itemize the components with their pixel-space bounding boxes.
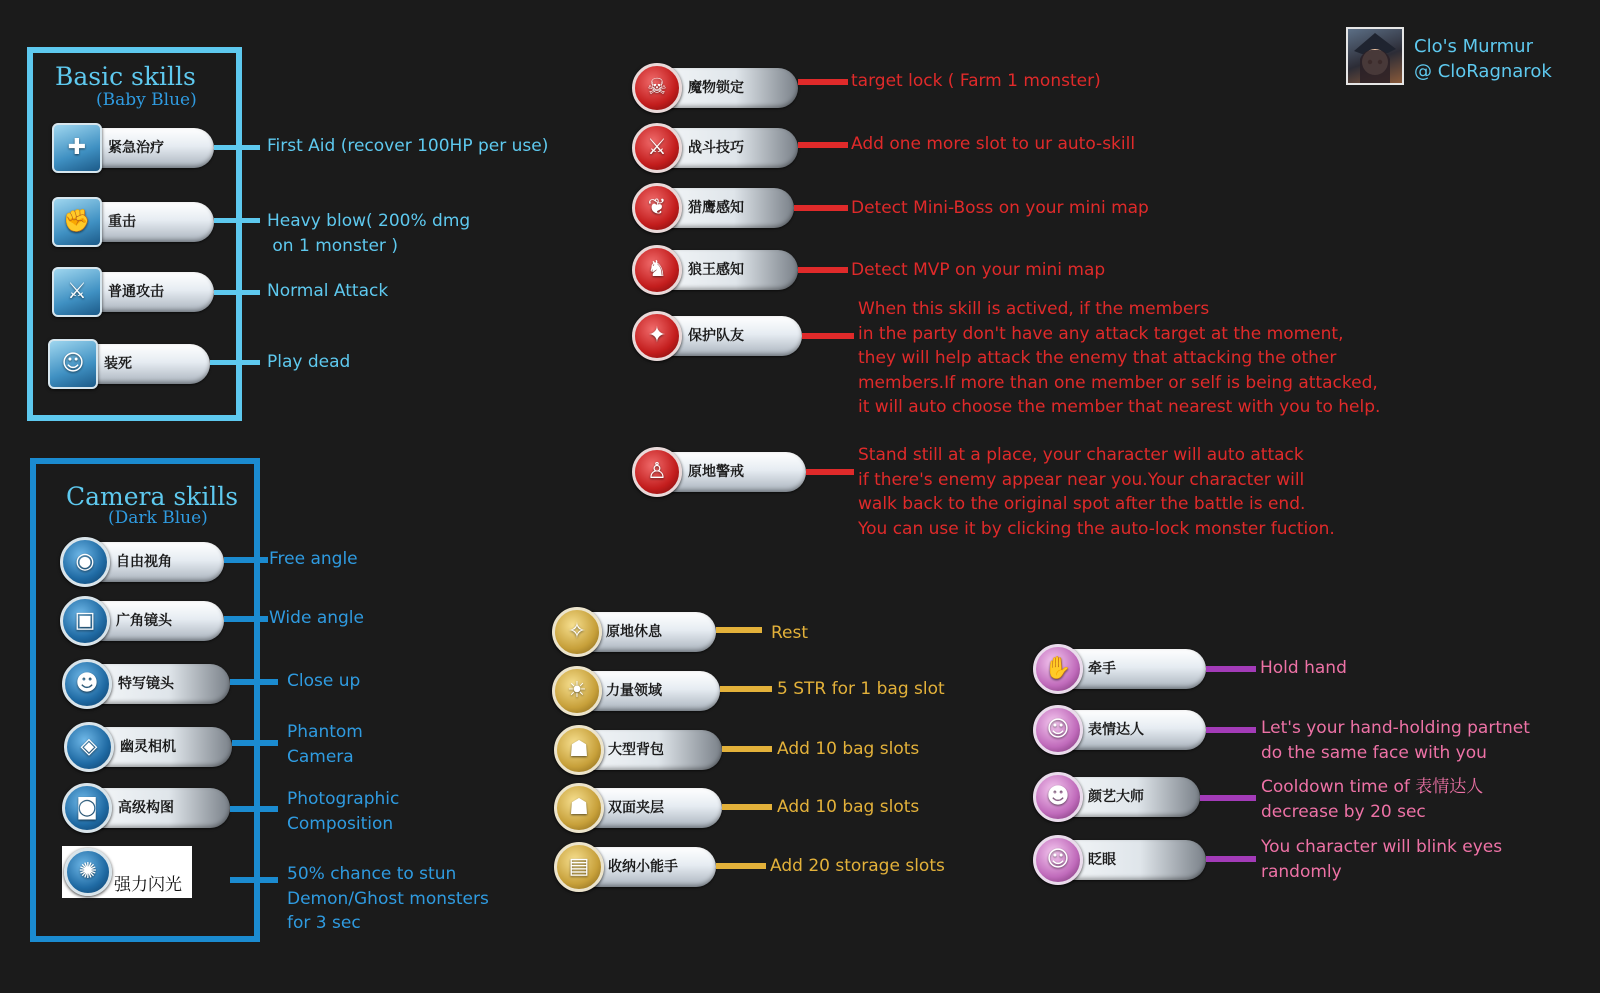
crossed-swords-icon: ⚔: [632, 123, 682, 173]
camera-icon: ◙: [62, 783, 112, 833]
connector: [716, 863, 766, 869]
skill-label: 表情达人: [1088, 722, 1144, 738]
skill-label: 高级构图: [118, 800, 174, 816]
standing-guard-icon: ♙: [632, 447, 682, 497]
falcon-icon: ❦: [632, 183, 682, 233]
skill-description: Add one more slot to ur auto-skill: [851, 134, 1136, 154]
backpack-icon: ☗: [554, 725, 604, 775]
wink-face-icon: ☺: [1033, 705, 1083, 755]
skill-label: 力量领域: [606, 683, 662, 699]
connector: [716, 627, 762, 633]
skill-label: 双面夹层: [608, 800, 664, 816]
avatar-portrait-icon: [1348, 29, 1402, 83]
skill-label: 魔物锁定: [688, 80, 744, 96]
skill-pill: [94, 788, 230, 828]
skill-pill: [80, 344, 210, 384]
skill-label: 收纳小能手: [608, 859, 678, 875]
credit-name: Clo's Murmur: [1414, 36, 1533, 57]
connector: [798, 142, 848, 148]
skill-label: 重击: [108, 214, 136, 230]
handshake-icon: ✋: [1033, 644, 1083, 694]
skill-label: 原地警戒: [688, 464, 744, 480]
skill-description: Play dead: [267, 352, 351, 372]
skill-label: 战斗技巧: [688, 140, 744, 156]
skull-target-icon: ☠: [632, 63, 682, 113]
skill-label: 广角镜头: [116, 613, 172, 629]
connector: [230, 806, 278, 812]
connector: [224, 616, 268, 622]
skill-pill: [92, 601, 224, 641]
face-closeup-icon: ☻: [62, 659, 112, 709]
storage-box-icon: ▤: [554, 842, 604, 892]
skill-description: Photographic Composition: [287, 789, 400, 834]
skill-pill: [96, 727, 232, 767]
connector: [1200, 795, 1256, 801]
protect-icon: ✦: [632, 311, 682, 361]
skill-label: 特写镜头: [118, 676, 174, 692]
skill-label: 颜艺大师: [1088, 789, 1144, 805]
skill-label: 眨眼: [1088, 852, 1116, 868]
skill-description: Heavy blow( 200% dmg on 1 monster ): [267, 211, 471, 256]
fist-icon: ✊: [52, 197, 102, 247]
connector: [230, 877, 278, 883]
skill-description: target lock ( Farm 1 monster): [851, 71, 1101, 91]
skill-label: 幽灵相机: [120, 739, 176, 755]
connector: [214, 218, 260, 223]
connector: [224, 557, 268, 563]
camera-skills-title: Camera skills: [66, 482, 239, 511]
skill-description: 50% chance to stun Demon/Ghost monsters for 3 sec: [287, 864, 489, 933]
skill-label: 自由视角: [116, 554, 172, 570]
connector: [722, 804, 772, 810]
skill-pill: [92, 542, 224, 582]
skill-description: When this skill is actived, if the members in the party don't have any attack target at the moment, they will help attack the enemy that attacking the other members.If more than one member or self is being attacked, it will auto choose the member that nearest with you to help.: [858, 299, 1381, 417]
rest-icon: ✧: [552, 607, 602, 657]
eye-360-icon: ◉: [60, 537, 110, 587]
skill-label: 装死: [104, 356, 132, 372]
connector: [802, 333, 854, 339]
connector: [214, 145, 260, 150]
skill-description: Free angle: [269, 549, 358, 569]
cross-heal-icon: ✚: [52, 123, 102, 173]
skill-description: Wide angle: [269, 608, 364, 628]
skill-description: Add 20 storage slots: [770, 856, 945, 876]
skill-description: Normal Attack: [267, 281, 389, 301]
blink-face-icon: ☺: [1033, 835, 1083, 885]
skill-pill: [84, 128, 214, 168]
skill-description: Stand still at a place, your character will auto attack if there's enemy appear near you.Your character will walk back to the original spot after the battle is end. You can use it by clicking the auto-lock monster fuction.: [858, 445, 1335, 539]
wolf-icon: ♞: [632, 245, 682, 295]
skill-description: Close up: [287, 671, 361, 691]
avatar: [1346, 27, 1404, 85]
connector: [720, 686, 772, 692]
connector: [214, 290, 260, 295]
skill-description: Add 10 bag slots: [777, 797, 920, 817]
basic-skills-subtitle: (Baby Blue): [96, 90, 197, 110]
connector: [1206, 856, 1256, 862]
skill-label: 牵手: [1088, 661, 1116, 677]
skill-label: 普通攻击: [108, 284, 164, 300]
basic-skills-title: Basic skills: [55, 62, 196, 91]
skill-description: First Aid (recover 100HP per use): [267, 136, 549, 156]
credit-handle: @ CloRagnarok: [1414, 61, 1552, 82]
skill-label: 紧急治疗: [108, 140, 164, 156]
skill-description: Phantom Camera: [287, 722, 363, 767]
connector: [230, 679, 278, 685]
flash-icon: ✺: [64, 848, 112, 896]
ghost-camera-icon: ◈: [64, 722, 114, 772]
connector: [232, 740, 278, 746]
connector: [794, 205, 848, 211]
skill-pill: [84, 202, 214, 242]
connector: [798, 267, 848, 273]
skill-description: Rest: [771, 623, 809, 643]
sword-icon: ⚔: [52, 267, 102, 317]
skill-label: 强力闪光: [114, 875, 182, 895]
connector: [1206, 727, 1256, 733]
skill-description: Detect MVP on your mini map: [851, 260, 1106, 280]
connector: [722, 746, 772, 752]
double-bag-icon: ☗: [554, 783, 604, 833]
skill-description: Detect Mini-Boss on your mini map: [851, 198, 1149, 218]
skill-description: You character will blink eyes randomly: [1261, 837, 1503, 882]
connector: [1206, 666, 1256, 672]
skill-pill: [94, 664, 230, 704]
skill-label: 猎鹰感知: [688, 200, 744, 216]
wide-lens-icon: ▣: [60, 596, 110, 646]
skill-label: 狼王感知: [688, 262, 744, 278]
connector: [806, 469, 854, 475]
skill-description: Add 10 bag slots: [777, 739, 920, 759]
skill-description: 5 STR for 1 bag slot: [777, 679, 945, 699]
skill-description: Let's your hand-holding partnet do the same face with you: [1261, 718, 1530, 763]
skill-label: 保护队友: [688, 328, 744, 344]
lying-figure-icon: ☺: [48, 339, 98, 389]
camera-skills-subtitle: (Dark Blue): [108, 508, 208, 528]
grin-face-icon: ☻: [1033, 772, 1083, 822]
skill-label: 大型背包: [608, 742, 664, 758]
connector: [798, 79, 848, 85]
skill-pill: [84, 272, 214, 312]
skill-description: Cooldown time of 表情达人 decrease by 20 sec: [1261, 777, 1484, 822]
strength-icon: ☀: [552, 666, 602, 716]
skill-description: Hold hand: [1260, 658, 1347, 678]
connector: [210, 360, 260, 365]
skill-label: 原地休息: [606, 624, 662, 640]
